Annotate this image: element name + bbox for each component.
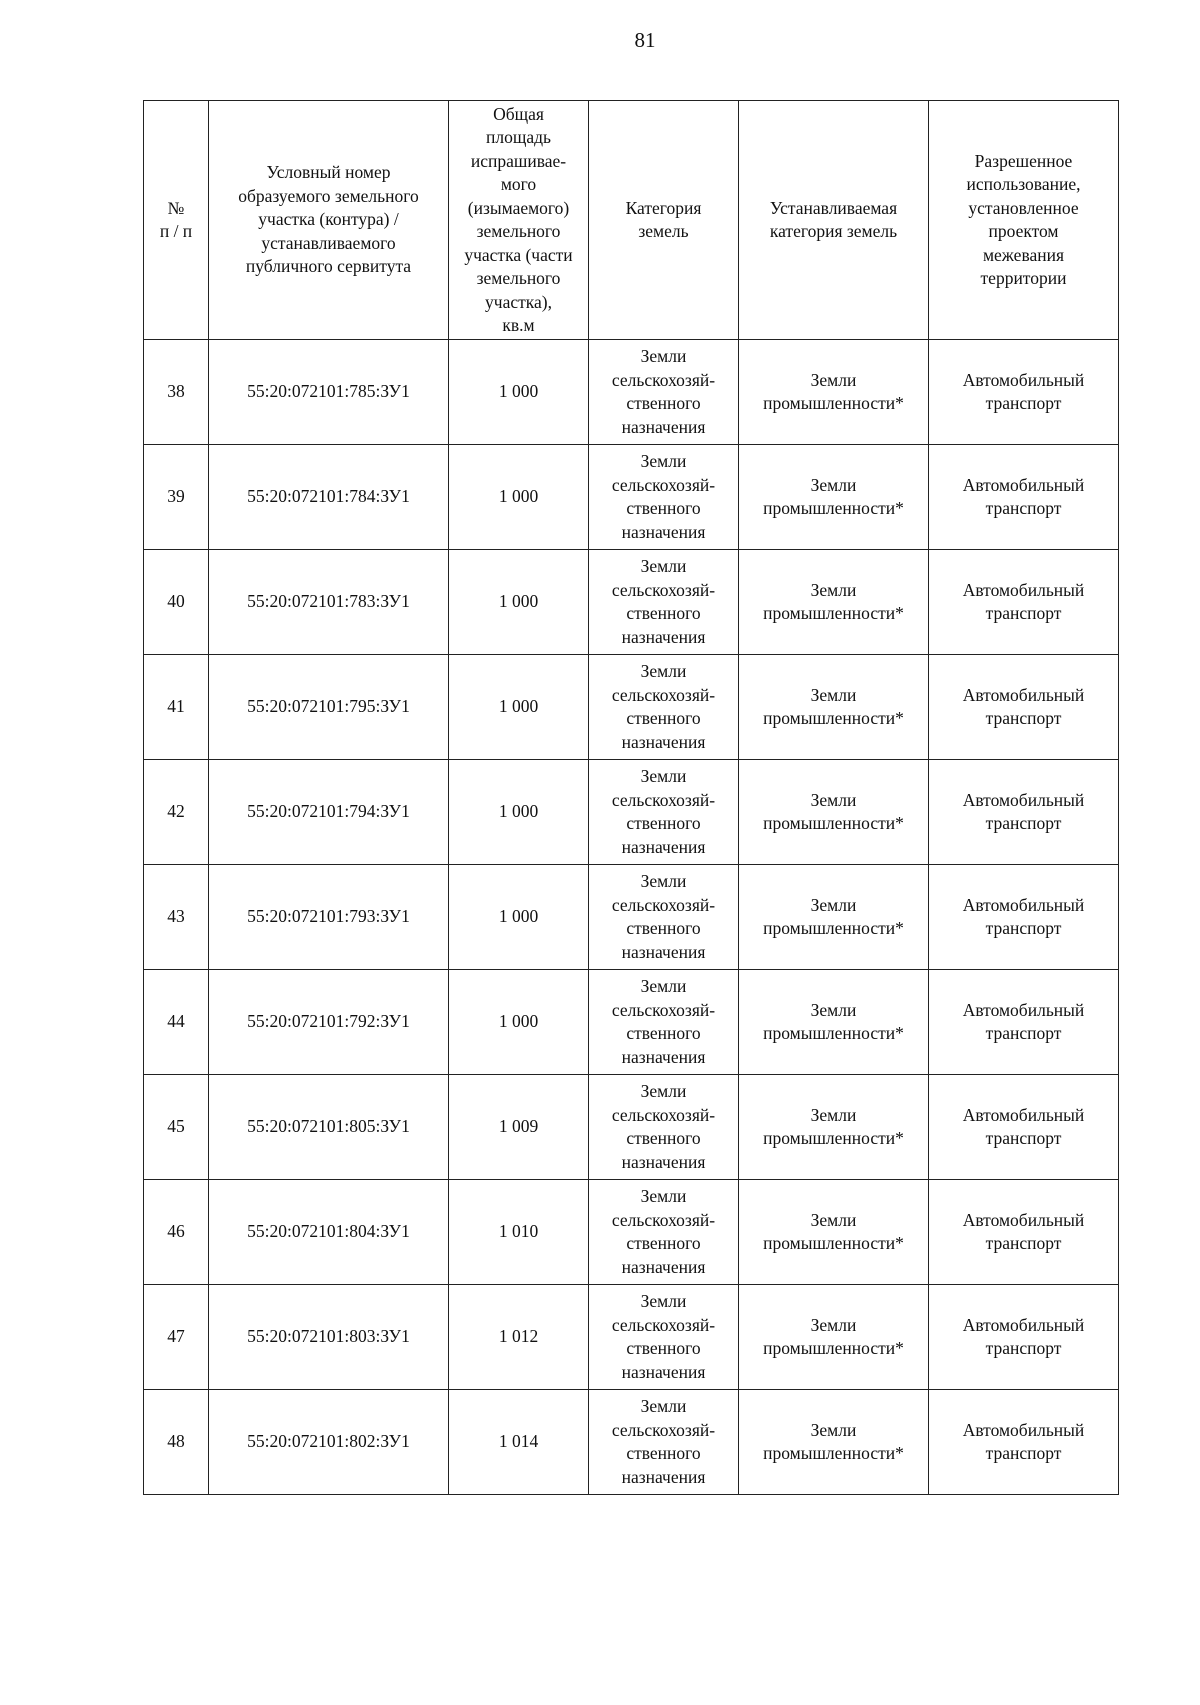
cell-area: 1 010 [449,1180,589,1285]
table-row [144,760,1119,865]
cell-plot-id: 55:20:072101:794:ЗУ1 [209,760,449,865]
cell-area: 1 000 [449,760,589,865]
cell-permitted-use: Автомобильный транспорт [929,550,1119,655]
header-land-category: Категория земель [589,101,739,340]
cell-number: 43 [144,865,209,970]
land-plots-table-container [143,100,1118,1495]
cell-plot-id: 55:20:072101:793:ЗУ1 [209,865,449,970]
cell-new-category: Земли промышленности* [739,760,929,865]
cell-area: 1 014 [449,1390,589,1495]
cell-number: 44 [144,970,209,1075]
cell-number: 42 [144,760,209,865]
cell-new-category: Земли промышленности* [739,340,929,445]
cell-new-category: Земли промышленности* [739,1285,929,1390]
header-number: № п / п [144,101,209,340]
cell-area: 1 000 [449,970,589,1075]
cell-area: 1 009 [449,1075,589,1180]
cell-area: 1 000 [449,865,589,970]
cell-land-category: Земли сельскохозяй- ственного назначения [589,760,739,865]
cell-land-category: Земли сельскохозяй- ственного назначения [589,445,739,550]
cell-area: 1 000 [449,550,589,655]
table-row [144,445,1119,550]
cell-permitted-use: Автомобильный транспорт [929,340,1119,445]
cell-new-category: Земли промышленности* [739,1180,929,1285]
header-row [144,101,1119,340]
cell-permitted-use: Автомобильный транспорт [929,760,1119,865]
table-row [144,1075,1119,1180]
table-row [144,1180,1119,1285]
header-permitted-use: Разрешенное использование, установленное проектом межевания территории [929,101,1119,340]
land-plots-table [143,100,1119,1495]
cell-area: 1 000 [449,340,589,445]
cell-plot-id: 55:20:072101:802:ЗУ1 [209,1390,449,1495]
cell-number: 40 [144,550,209,655]
table-row [144,655,1119,760]
table-row [144,550,1119,655]
table-row [144,970,1119,1075]
cell-land-category: Земли сельскохозяй- ственного назначения [589,1285,739,1390]
cell-new-category: Земли промышленности* [739,445,929,550]
cell-new-category: Земли промышленности* [739,550,929,655]
cell-number: 47 [144,1285,209,1390]
cell-land-category: Земли сельскохозяй- ственного назначения [589,1075,739,1180]
cell-land-category: Земли сельскохозяй- ственного назначения [589,550,739,655]
cell-number: 46 [144,1180,209,1285]
cell-area: 1 012 [449,1285,589,1390]
cell-land-category: Земли сельскохозяй- ственного назначения [589,970,739,1075]
table-row [144,340,1119,445]
cell-number: 48 [144,1390,209,1495]
cell-new-category: Земли промышленности* [739,655,929,760]
cell-new-category: Земли промышленности* [739,1390,929,1495]
table-body [144,340,1119,1495]
header-plot-id: Условный номер образуемого земельного участка (контура) / устанавливаемого публичного сервитута [209,101,449,340]
table-row [144,865,1119,970]
cell-land-category: Земли сельскохозяй- ственного назначения [589,655,739,760]
header-area: Общая площадь испрашивае- мого (изымаемого) земельного участка (части земельного участка), кв.м [449,101,589,340]
cell-number: 41 [144,655,209,760]
cell-permitted-use: Автомобильный транспорт [929,655,1119,760]
cell-permitted-use: Автомобильный транспорт [929,445,1119,550]
cell-number: 45 [144,1075,209,1180]
page-number: 81 [634,28,656,52]
cell-permitted-use: Автомобильный транспорт [929,970,1119,1075]
cell-plot-id: 55:20:072101:795:ЗУ1 [209,655,449,760]
cell-permitted-use: Автомобильный транспорт [929,865,1119,970]
cell-area: 1 000 [449,445,589,550]
cell-new-category: Земли промышленности* [739,970,929,1075]
cell-permitted-use: Автомобильный транспорт [929,1285,1119,1390]
cell-land-category: Земли сельскохозяй- ственного назначения [589,1180,739,1285]
cell-permitted-use: Автомобильный транспорт [929,1180,1119,1285]
table-row [144,1390,1119,1495]
header-new-category: Устанавливаемая категория земель [739,101,929,340]
cell-plot-id: 55:20:072101:805:ЗУ1 [209,1075,449,1180]
cell-new-category: Земли промышленности* [739,865,929,970]
cell-land-category: Земли сельскохозяй- ственного назначения [589,1390,739,1495]
cell-plot-id: 55:20:072101:792:ЗУ1 [209,970,449,1075]
cell-plot-id: 55:20:072101:783:ЗУ1 [209,550,449,655]
cell-land-category: Земли сельскохозяй- ственного назначения [589,340,739,445]
cell-number: 39 [144,445,209,550]
table-row [144,1285,1119,1390]
table-header [144,101,1119,340]
cell-new-category: Земли промышленности* [739,1075,929,1180]
cell-land-category: Земли сельскохозяй- ственного назначения [589,865,739,970]
cell-permitted-use: Автомобильный транспорт [929,1390,1119,1495]
cell-plot-id: 55:20:072101:784:ЗУ1 [209,445,449,550]
cell-permitted-use: Автомобильный транспорт [929,1075,1119,1180]
cell-area: 1 000 [449,655,589,760]
cell-plot-id: 55:20:072101:803:ЗУ1 [209,1285,449,1390]
cell-number: 38 [144,340,209,445]
cell-plot-id: 55:20:072101:804:ЗУ1 [209,1180,449,1285]
cell-plot-id: 55:20:072101:785:ЗУ1 [209,340,449,445]
